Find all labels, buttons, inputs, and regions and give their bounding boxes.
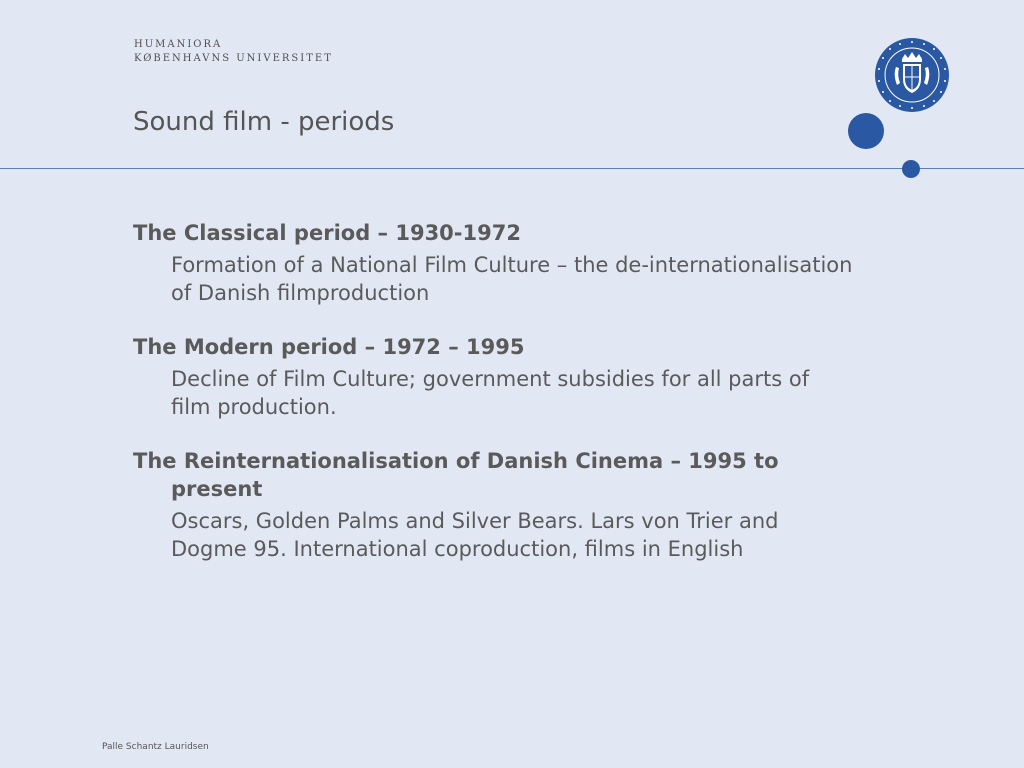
period-description: Decline of Film Culture; government subsidies for all parts of film production. xyxy=(171,367,810,419)
university-seal-icon xyxy=(874,37,950,113)
period-description: Oscars, Golden Palms and Silver Bears. Lars von Trier and Dogme 95. International coproduction, films in English xyxy=(171,509,779,561)
university-name: KØBENHAVNS UNIVERSITET xyxy=(134,53,333,64)
period-heading: The Modern period – 1972 – 1995 xyxy=(133,335,525,359)
footer-author: Palle Schantz Lauridsen xyxy=(102,742,209,752)
header-divider xyxy=(0,168,1024,169)
period-reinternationalisation xyxy=(133,447,853,563)
slide-content xyxy=(133,219,853,589)
decorative-dot-small xyxy=(902,160,920,178)
faculty-name: HUMANIORA xyxy=(134,39,223,50)
period-heading: The Reinternationalisation of Danish Cinema – 1995 to present xyxy=(133,449,779,501)
decorative-dot-large xyxy=(848,113,884,149)
period-classical xyxy=(133,219,853,307)
period-heading: The Classical period – 1930-1972 xyxy=(133,221,521,245)
slide-title: Sound film - periods xyxy=(133,107,395,137)
period-description: Formation of a National Film Culture – the de-internationalisation of Danish filmproduction xyxy=(171,253,853,305)
period-modern xyxy=(133,333,853,421)
university-header xyxy=(134,38,333,66)
